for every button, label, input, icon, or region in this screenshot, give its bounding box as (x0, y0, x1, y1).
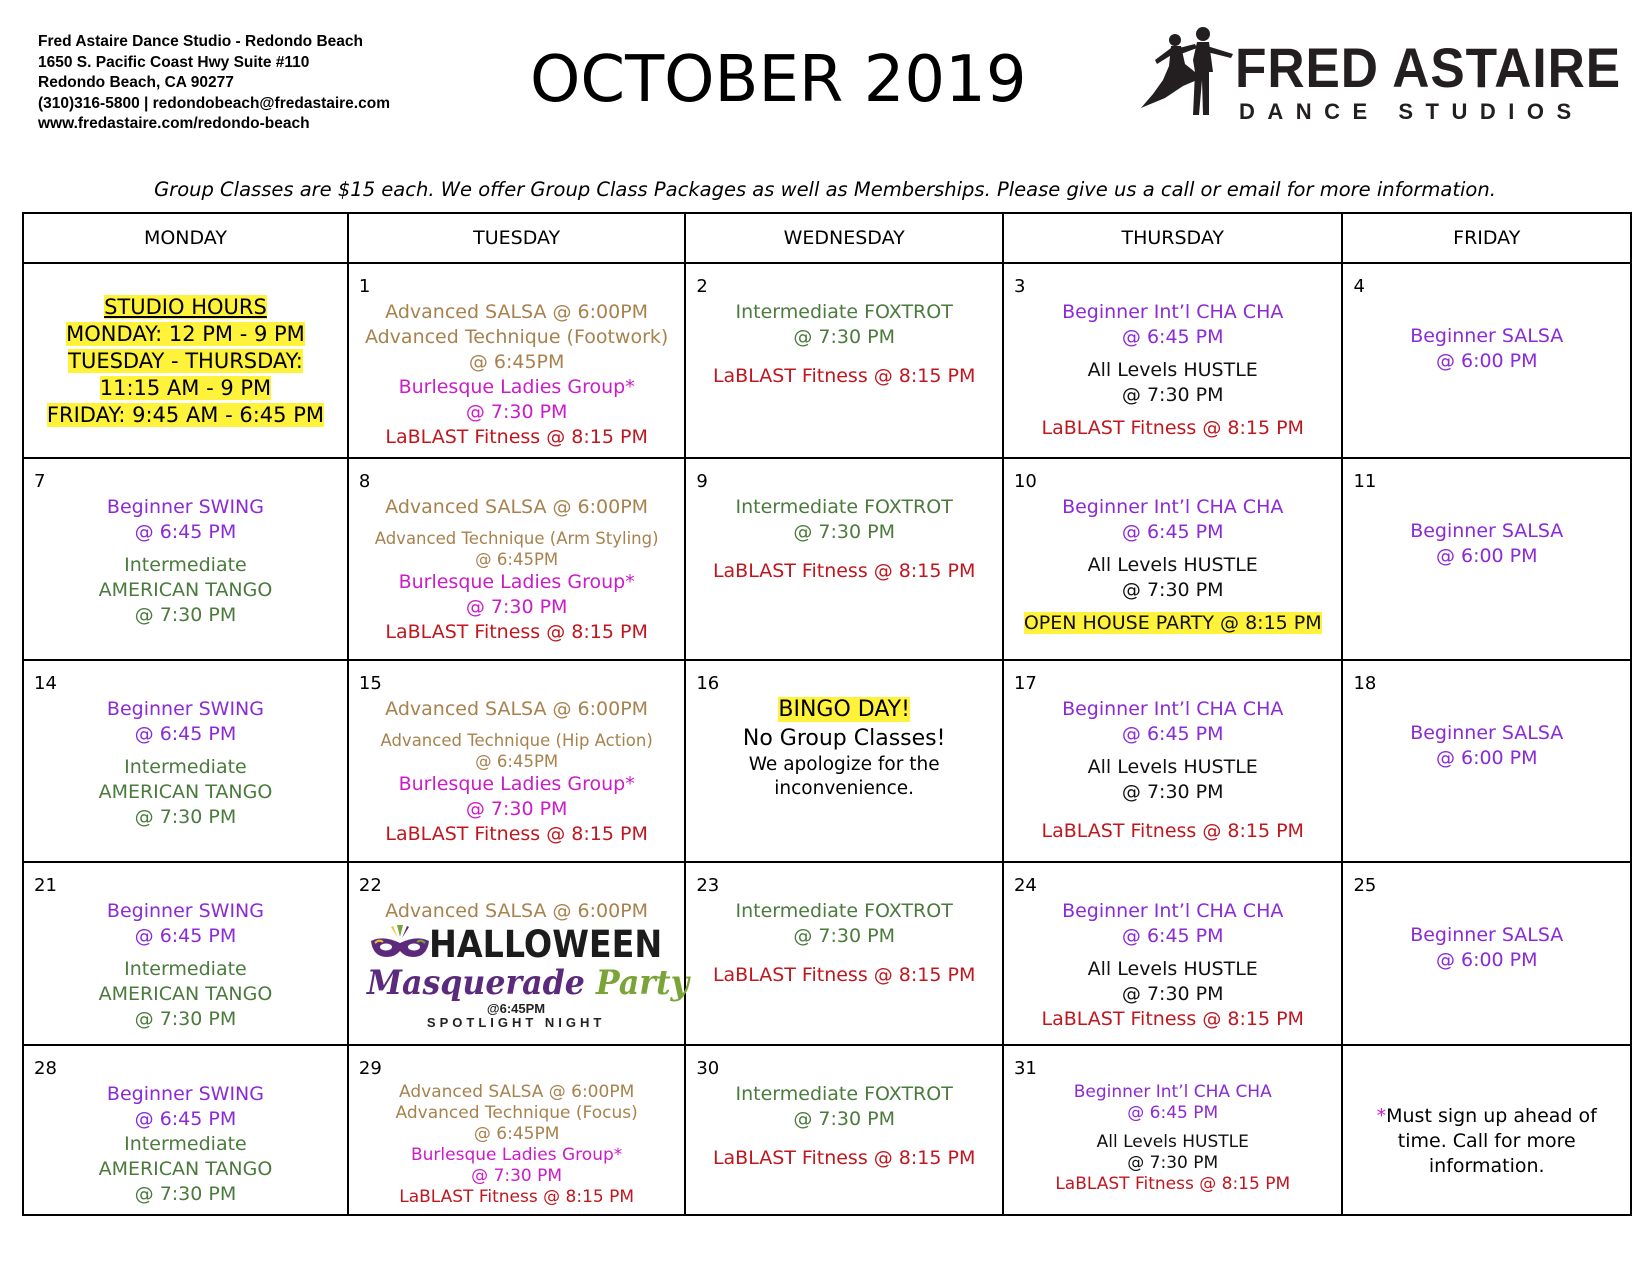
class-time: @ 6:00 PM (1435, 747, 1538, 769)
week-row (23, 660, 1631, 862)
day-cell (1003, 862, 1343, 1045)
hours-friday: FRIDAY: 9:45 AM - 6:45 PM (46, 403, 324, 427)
bingo-notice: No Group Classes! (742, 726, 946, 751)
signup-note (1343, 1046, 1630, 1179)
class-entry: Beginner SWING (106, 900, 264, 922)
class-entry: LaBLAST Fitness @ 8:15 PM (1041, 1008, 1304, 1030)
class-entry: Intermediate FOXTROT (735, 301, 953, 323)
day-cell (1342, 263, 1631, 458)
class-entry: Advanced Technique (Focus) (395, 1103, 638, 1123)
day-cell (1003, 263, 1343, 458)
day-number: 22 (358, 875, 382, 896)
class-entry: Advanced SALSA @ 6:00PM (385, 698, 649, 720)
class-time: @ 7:30 PM (134, 806, 237, 828)
class-entry: Beginner Int’l CHA CHA (1073, 1082, 1272, 1102)
class-entry: Advanced SALSA @ 6:00PM (385, 496, 649, 518)
weekday-header: FRIDAY (1342, 213, 1631, 263)
class-time: @ 7:30 PM (465, 798, 568, 820)
class-time: @ 6:45 PM (134, 723, 237, 745)
class-time: @ 7:30 PM (471, 1166, 563, 1186)
day-cell (685, 1045, 1003, 1215)
day-cell (348, 862, 689, 1045)
day-number: 23 (696, 875, 720, 896)
group-class-info: Group Classes are $15 each. We offer Group Class Packages as well as Memberships. Please give us a call or email for more information. (154, 178, 1496, 201)
bingo-apology: We apologize for the (748, 754, 940, 775)
class-time: @ 7:30 PM (134, 1183, 237, 1205)
day-number: 9 (696, 471, 708, 492)
fred-astaire-logo (1135, 20, 1621, 130)
class-entry: Burlesque Ladies Group* (410, 1145, 623, 1165)
class-time: @ 6:45PM (475, 550, 559, 569)
class-entry: Intermediate (124, 958, 247, 980)
studio-hours (24, 264, 347, 429)
class-time: @ 7:30 PM (1127, 1153, 1219, 1173)
signup-note-cell (1342, 1045, 1631, 1215)
class-entry: Beginner SWING (106, 698, 264, 720)
class-entry: Intermediate FOXTROT (735, 496, 953, 518)
class-entry: Intermediate (124, 554, 247, 576)
studio-hours-heading: STUDIO HOURS (104, 295, 267, 319)
class-time: @ 7:30 PM (793, 1108, 895, 1130)
class-time: @ 7:30 PM (465, 596, 568, 618)
class-entry: Advanced Technique (Arm Styling) (374, 529, 659, 548)
day-number: 28 (34, 1058, 57, 1079)
class-entry: AMERICAN TANGO (98, 1158, 273, 1180)
day-number: 4 (1353, 276, 1365, 297)
studio-address-line2: Redondo Beach, CA 90277 (38, 74, 234, 91)
class-time: @ 7:30 PM (134, 1008, 237, 1030)
logo-wordmark: FRED ASTAIRE (1235, 36, 1621, 99)
bingo-day-badge: BINGO DAY! (778, 697, 910, 722)
studio-website: www.fredastaire.com/redondo-beach (38, 115, 310, 132)
class-entry: Advanced Technique (Hip Action) (380, 731, 653, 750)
day-number: 2 (696, 276, 708, 297)
class-time: @ 7:30 PM (465, 401, 568, 423)
day-cell (1342, 660, 1631, 862)
day-cell (348, 1045, 685, 1215)
day-cell (1342, 862, 1631, 1045)
class-entry: LaBLAST Fitness @ 8:15 PM (712, 560, 976, 582)
week-row (23, 263, 1631, 458)
weekday-header: MONDAY (23, 213, 348, 263)
class-entry: LaBLAST Fitness @ 8:15 PM (1041, 417, 1304, 439)
day-number: 31 (1013, 1058, 1037, 1079)
class-entry: Intermediate (124, 756, 247, 778)
class-entry: AMERICAN TANGO (98, 983, 273, 1005)
day-cell (1003, 1045, 1343, 1215)
day-cell (23, 660, 348, 862)
class-time: @ 7:30 PM (1121, 579, 1224, 601)
day-number: 10 (1013, 471, 1037, 492)
weekday-header: WEDNESDAY (685, 213, 1003, 263)
week-row (23, 862, 1631, 1045)
halloween-time: @6:45PM (486, 1001, 546, 1016)
class-entry: Burlesque Ladies Group* (398, 571, 635, 593)
class-entry: Burlesque Ladies Group* (398, 773, 635, 795)
day-number: 1 (358, 276, 371, 297)
day-number: 21 (34, 875, 57, 896)
class-entry: Beginner SALSA (1410, 924, 1564, 946)
class-entry: LaBLAST Fitness @ 8:15 PM (1055, 1174, 1291, 1194)
class-entry: Burlesque Ladies Group* (398, 376, 635, 398)
month-title: OCTOBER 2019 (530, 43, 1027, 117)
day-cell (1003, 458, 1343, 660)
class-time: @ 6:45 PM (134, 1108, 237, 1130)
day-number: 24 (1013, 875, 1037, 896)
class-entry: Advanced SALSA @ 6:00PM (385, 301, 649, 323)
masquerade-mask-icon (369, 923, 431, 967)
halloween-title: HALLOWEEN (428, 923, 663, 966)
class-time: @ 6:00 PM (1435, 949, 1538, 971)
studio-address-line1: 1650 S. Pacific Coast Hwy Suite #110 (38, 53, 310, 71)
class-time: @ 7:30 PM (1121, 384, 1224, 406)
class-entry: Beginner SWING (106, 1083, 264, 1105)
class-entry: All Levels HUSTLE (1096, 1132, 1249, 1152)
day-cell (685, 862, 1003, 1045)
day-cell (23, 862, 348, 1045)
class-time: @ 6:45PM (473, 1124, 560, 1144)
day-number: 17 (1013, 673, 1037, 694)
class-time: @ 6:45 PM (1121, 521, 1224, 543)
class-entry: LaBLAST Fitness @ 8:15 PM (712, 365, 976, 387)
class-time: @ 6:45 PM (1121, 925, 1224, 947)
class-entry: Beginner Int’l CHA CHA (1062, 900, 1284, 922)
class-entry: All Levels HUSTLE (1087, 958, 1258, 980)
class-entry: All Levels HUSTLE (1087, 756, 1258, 778)
class-entry: AMERICAN TANGO (98, 781, 273, 803)
class-time: @ 6:45 PM (1121, 326, 1224, 348)
class-entry: LaBLAST Fitness @ 8:15 PM (712, 964, 976, 986)
class-entry: Beginner Int’l CHA CHA (1062, 496, 1284, 518)
class-time: @ 7:30 PM (793, 326, 895, 348)
open-house-badge: OPEN HOUSE PARTY @ 8:15 PM (1023, 612, 1322, 634)
class-entry: Beginner SALSA (1410, 325, 1564, 347)
class-entry: LaBLAST Fitness @ 8:15 PM (385, 426, 648, 448)
week-row (23, 1045, 1631, 1215)
day-number: 25 (1353, 875, 1377, 896)
week-row (23, 458, 1631, 660)
day-cell (685, 458, 1003, 660)
day-cell (23, 1045, 348, 1215)
class-entry: All Levels HUSTLE (1087, 359, 1258, 381)
day-cell (348, 660, 685, 862)
class-time: @ 6:00 PM (1435, 350, 1538, 372)
halloween-subtitle (367, 963, 689, 1003)
day-number: 7 (34, 471, 46, 492)
halloween-subtitle-masquerade: Masquerade (366, 963, 585, 1003)
class-entry: LaBLAST Fitness @ 8:15 PM (712, 1147, 976, 1169)
day-number: 29 (358, 1058, 382, 1079)
halloween-party-graphic (366, 923, 689, 1033)
day-number: 16 (696, 673, 720, 694)
day-number: 30 (696, 1058, 720, 1079)
class-entry: Beginner SALSA (1410, 722, 1564, 744)
weekday-header-row (23, 213, 1631, 263)
day-number: 18 (1353, 673, 1377, 694)
class-time: @ 7:30 PM (793, 521, 895, 543)
class-time: @ 6:45PM (475, 752, 559, 771)
studio-info (38, 32, 390, 135)
class-entry: Advanced SALSA @ 6:00PM (385, 900, 649, 922)
class-entry: Intermediate FOXTROT (735, 900, 953, 922)
class-time: @ 6:45 PM (134, 925, 237, 947)
class-time: @ 6:45 PM (1121, 723, 1224, 745)
day-cell (348, 263, 685, 458)
class-time: @ 7:30 PM (793, 925, 895, 947)
hours-tue-thu-time: 11:15 AM - 9 PM (99, 376, 272, 400)
note-text: Must sign up ahead of time. Call for more information. (1386, 1105, 1597, 1177)
class-entry: Advanced SALSA @ 6:00PM (399, 1082, 635, 1102)
class-entry: Advanced Technique (Footwork) (364, 326, 669, 348)
calendar-grid (22, 212, 1632, 1216)
class-time: @ 6:45PM (468, 351, 565, 373)
day-number: 14 (34, 673, 57, 694)
class-time: @ 7:30 PM (134, 604, 237, 626)
day-cell (685, 263, 1003, 458)
studio-hours-cell (23, 263, 348, 458)
day-number: 8 (358, 471, 371, 492)
class-time: @ 7:30 PM (1121, 781, 1224, 803)
class-entry: Beginner SALSA (1410, 520, 1564, 542)
studio-name: Fred Astaire Dance Studio - Redondo Beach (38, 33, 363, 50)
class-time: @ 6:45 PM (1127, 1103, 1219, 1123)
day-number: 3 (1013, 276, 1026, 297)
class-time: @ 7:30 PM (1121, 983, 1224, 1005)
logo-subtitle: DANCE STUDIOS (1239, 99, 1584, 124)
class-entry: Intermediate (124, 1133, 247, 1155)
class-entry: Beginner Int’l CHA CHA (1062, 301, 1284, 323)
class-entry: Intermediate FOXTROT (735, 1083, 953, 1105)
class-entry: Beginner SWING (106, 496, 264, 518)
halloween-spotlight-night: SPOTLIGHT NIGHT (426, 1015, 606, 1030)
halloween-subtitle-party: Party (595, 963, 689, 1003)
class-entry: LaBLAST Fitness @ 8:15 PM (1041, 820, 1304, 842)
note-asterisk: * (1376, 1105, 1387, 1127)
studio-contact: (310)316-5800 | redondobeach@fredastaire.com (38, 94, 390, 112)
class-entry: Beginner Int’l CHA CHA (1062, 698, 1284, 720)
class-entry: AMERICAN TANGO (98, 579, 273, 601)
weekday-header: THURSDAY (1003, 213, 1343, 263)
day-cell (348, 458, 685, 660)
hours-tue-thu: TUESDAY - THURSDAY: (68, 349, 303, 373)
class-entry: All Levels HUSTLE (1087, 554, 1258, 576)
class-time: @ 6:00 PM (1435, 545, 1538, 567)
class-entry: LaBLAST Fitness @ 8:15 PM (385, 621, 648, 643)
class-entry: LaBLAST Fitness @ 8:15 PM (385, 823, 648, 845)
class-entry: LaBLAST Fitness @ 8:15 PM (399, 1187, 635, 1207)
hours-monday: MONDAY: 12 PM - 9 PM (66, 322, 305, 346)
day-cell (1342, 458, 1631, 660)
weekday-header: TUESDAY (348, 213, 685, 263)
day-cell (1003, 660, 1343, 862)
day-number: 11 (1353, 471, 1377, 492)
day-cell (685, 660, 1003, 862)
bingo-apology-cont: inconvenience. (774, 778, 915, 799)
day-cell (23, 458, 348, 660)
dancing-couple-icon (1135, 20, 1235, 130)
day-number: 15 (358, 673, 382, 694)
class-time: @ 6:45 PM (134, 521, 237, 543)
